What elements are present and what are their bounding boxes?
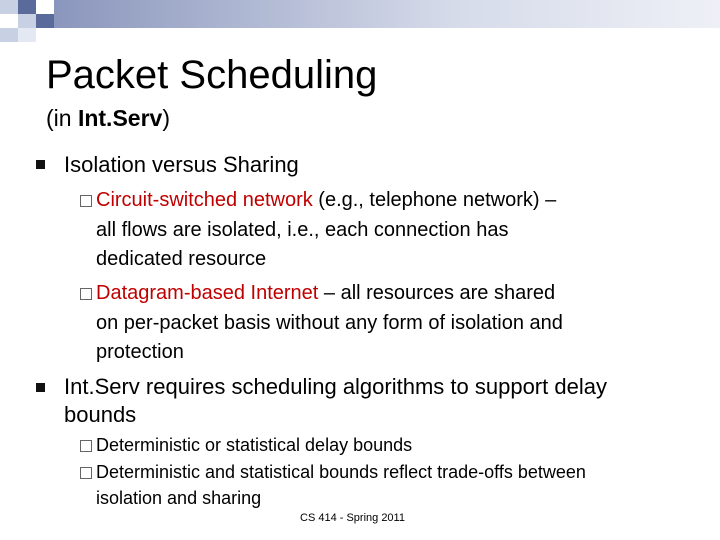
subtitle-bold: Int.Serv	[77, 105, 163, 131]
bullet-2-line1: Int.Serv requires scheduling algorithms to support delay	[64, 374, 607, 399]
bullet-2-line2: bounds	[64, 402, 137, 427]
hollow-square-icon	[80, 195, 92, 207]
hollow-square-icon	[80, 467, 92, 479]
subtitle-prefix: (in	[46, 105, 78, 131]
subitem-4-line1: Deterministic and statistical bounds reflect trade-offs between	[96, 462, 586, 482]
slide-title: Packet Scheduling	[46, 53, 378, 97]
subitem-1-line2: all flows are isolated, i.e., each connection has	[96, 219, 509, 241]
slide-footer: CS 414 - Spring 2011	[300, 512, 405, 524]
bullet-square-icon	[36, 383, 45, 392]
subitem-3-line1: Deterministic or statistical delay bounds	[96, 435, 413, 455]
slide-subtitle	[46, 104, 170, 132]
bullet-1-text: Isolation versus Sharing	[64, 152, 299, 177]
subitem-2-rest: – all resources are shared	[318, 282, 556, 304]
subitem-1-line1	[96, 186, 556, 215]
hollow-square-icon	[80, 288, 92, 300]
subtitle-suffix: )	[162, 105, 170, 131]
deco-square	[18, 14, 36, 28]
deco-square	[36, 14, 54, 28]
subitem-4-line2: isolation and sharing	[96, 488, 262, 508]
top-bar	[54, 0, 720, 28]
bullet-square-icon	[36, 160, 45, 169]
subitem-1-line3: dedicated resource	[96, 248, 267, 270]
deco-square	[18, 0, 36, 14]
subitem-1-rest: (e.g., telephone network) –	[312, 189, 557, 211]
highlight-circuit-switched: Circuit-switched network	[96, 189, 313, 211]
deco-square	[0, 28, 18, 42]
deco-square	[0, 0, 18, 14]
subitem-2-line1	[96, 279, 555, 308]
subitem-2-line3: protection	[96, 341, 184, 363]
subitem-2-line2: on per-packet basis without any form of isolation and	[96, 312, 563, 334]
hollow-square-icon	[80, 440, 92, 452]
highlight-datagram-based: Datagram-based Internet	[96, 282, 319, 304]
deco-square	[18, 28, 36, 42]
